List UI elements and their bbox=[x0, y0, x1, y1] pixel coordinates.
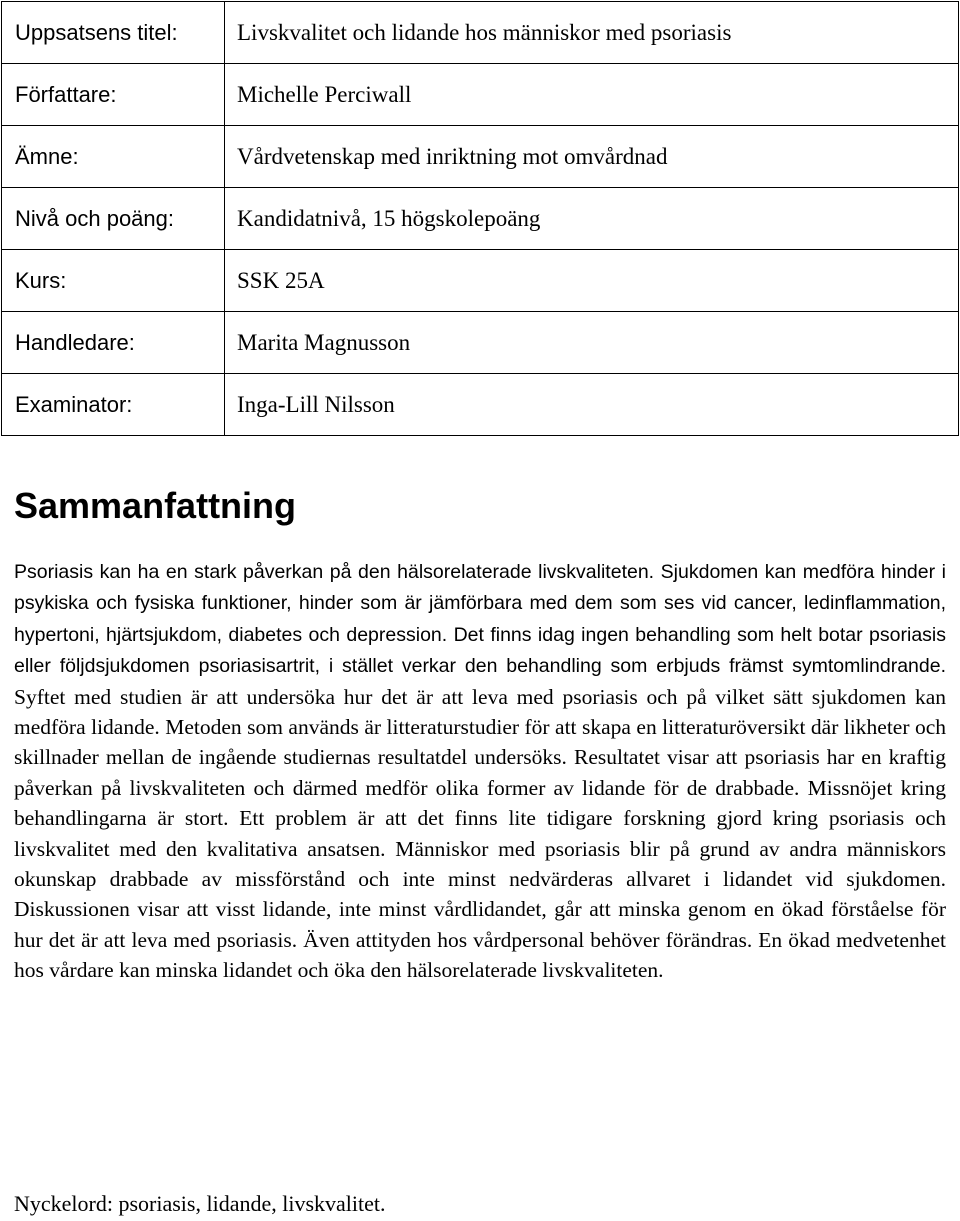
metadata-row-examiner bbox=[2, 374, 959, 436]
metadata-value: SSK 25A bbox=[225, 250, 959, 312]
metadata-value: Vårdvetenskap med inriktning mot omvårdnad bbox=[225, 126, 959, 188]
keywords-line: Nyckelord: psoriasis, lidande, livskvalitet. bbox=[14, 1191, 386, 1216]
metadata-label: Examinator: bbox=[2, 374, 225, 436]
metadata-row-title bbox=[2, 2, 959, 64]
metadata-value: Livskvalitet och lidande hos människor med psoriasis bbox=[225, 2, 959, 64]
metadata-label: Nivå och poäng: bbox=[2, 188, 225, 250]
metadata-label: Handledare: bbox=[2, 312, 225, 374]
metadata-row-author bbox=[2, 64, 959, 126]
abstract-body bbox=[14, 556, 946, 986]
metadata-row-course bbox=[2, 250, 959, 312]
abstract-heading: Sammanfattning bbox=[14, 485, 297, 526]
metadata-label: Författare: bbox=[2, 64, 225, 126]
metadata-value: Marita Magnusson bbox=[225, 312, 959, 374]
metadata-row-supervisor bbox=[2, 312, 959, 374]
metadata-value: Inga-Lill Nilsson bbox=[225, 374, 959, 436]
metadata-row-level bbox=[2, 188, 959, 250]
metadata-value: Michelle Perciwall bbox=[225, 64, 959, 126]
thesis-metadata-table bbox=[1, 1, 959, 436]
metadata-label: Uppsatsens titel: bbox=[2, 2, 225, 64]
metadata-label: Ämne: bbox=[2, 126, 225, 188]
metadata-row-subject bbox=[2, 126, 959, 188]
abstract-body-serif-text: Syftet med studien är att undersöka hur det är att leva med psoriasis och på vilket sätt sjukdomen kan medföra lidande. Metoden som används är litteraturstudier för att skapa en litteraturöversikt där likheter och skillnader mellan de ingående studiernas resultatdel undersöks. Resultatet visar att psoriasis har en kraftig påverkan på livskvaliteten och därmed medför olika former av lidande för de drabbade. Missnöjet kring behandlingarna är stort. Ett problem är att det finns lite tidigare forskning gjord kring psoriasis och livskvalitet med den kvalitativa ansatsen. Människor med psoriasis blir på grund av andra människors okunskap drabbade av missförstånd och inte minst nedvärderas allvaret i lidandet vid sjukdomen. Diskussionen visar att visst lidande, inte minst vårdlidandet, går att minska genom en ökad förståelse för hur det är att leva med psoriasis. Även attityden hos vårdpersonal behöver förändras. En ökad medvetenhet hos vårdare kan minska lidandet och öka den hälsorelaterade livskvaliteten. bbox=[14, 684, 946, 983]
metadata-label: Kurs: bbox=[2, 250, 225, 312]
abstract-body-sans-text: Psoriasis kan ha en stark påverkan på den hälsorelaterade livskvaliteten. Sjukdomen kan medföra hinder i psykiska och fysiska funktioner, hinder som är jämförbara med dem som ses vid cancer, ledinflammation, hypertoni, hjärtsjukdom, diabetes och depression. Det finns idag ingen behandling som helt botar psoriasis eller följdsjukdomen psoriasisartrit, i stället verkar den behandling som erbjuds främst symtomlindrande. bbox=[14, 561, 946, 678]
metadata-value: Kandidatnivå, 15 högskolepoäng bbox=[225, 188, 959, 250]
